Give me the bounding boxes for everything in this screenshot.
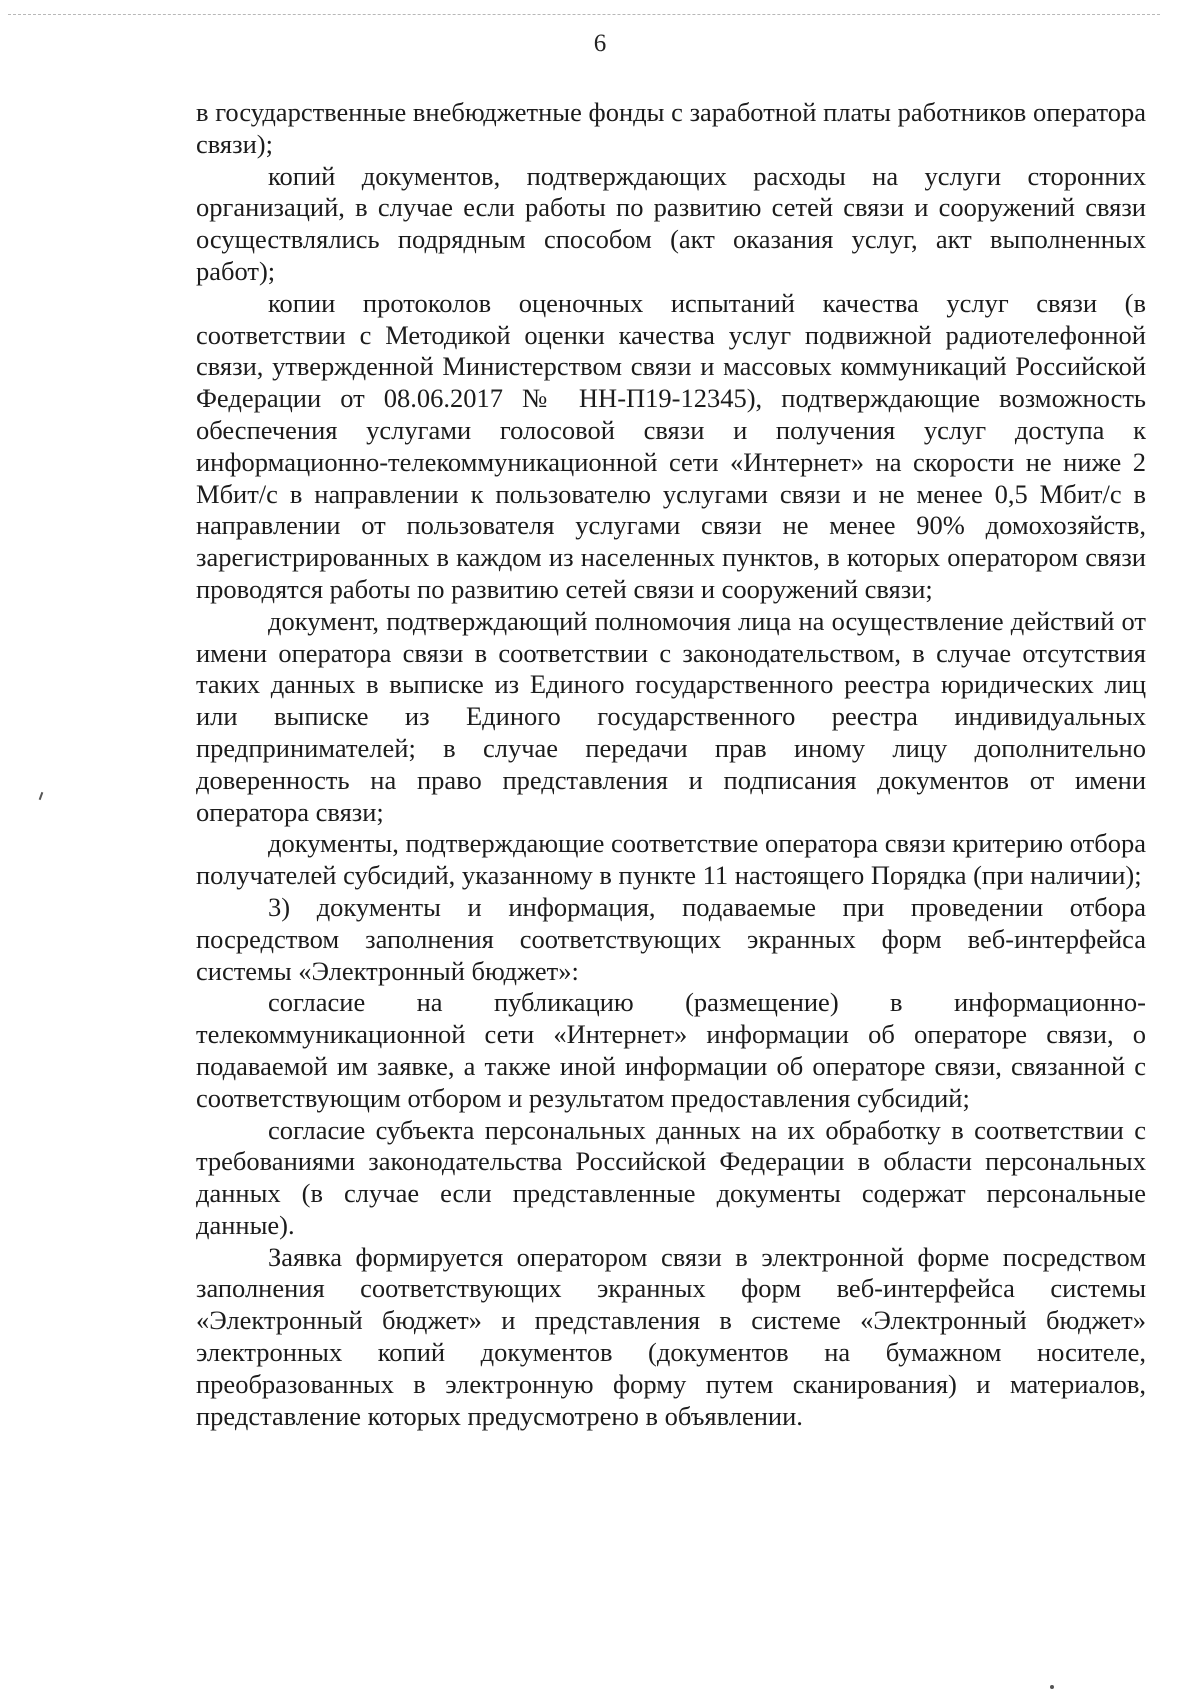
scan-edge-artifact <box>8 14 1160 15</box>
paragraph-criteria-documents: документы, подтверждающие соответствие оператора связи критерию отбора получателей субсидий, указанному в пункте 11 настоящего Порядка (при наличии); <box>196 828 1146 891</box>
scan-speck <box>39 792 44 800</box>
paragraph-application-formation: Заявка формируется оператором связи в электронной форме посредством заполнения соответствующих экранных форм веб-интерфейса системы «Электронный бюджет» и представления в системе «Электронный бюджет» электронных копий документов (документов на бумажном носителе, преобразованных в электронную форму путем сканирования) и материалов, представление которых предусмотрено в объявлении. <box>196 1241 1146 1431</box>
paragraph-personal-data-consent: согласие субъекта персональных данных на их обработку в соответствии с требованиями законодательства Российской Федерации в области персональных данных (в случае если представленные документы содержат персональные данные). <box>196 1114 1146 1240</box>
paragraph-continuation: в государственные внебюджетные фонды с заработной платы работников оператора связи); <box>196 97 1146 159</box>
paragraph-quality-protocols: копии протоколов оценочных испытаний качества услуг связи (в соответствии с Методикой оценки качества услуг подвижной радиотелефонной связи, утвержденной Министерством связи и массовых коммуникаций Российской Федерации от 08.06.2017 № НН-П19-12345), подтверждающие возможность обеспечения услугами голосовой связи и получения услуг доступа к информационно-телекоммуникационной сети «Интернет» на скорости не ниже 2 Мбит/с в направлении к пользователю услугами связи и не менее 0,5 Мбит/с в направлении от пользователя услугами связи не менее 90% домохозяйств, зарегистрированных в каждом из населенных пунктов, в которых оператором связи проводятся работы по развитию сетей связи и сооружений связи; <box>196 287 1146 604</box>
scan-speck <box>1050 1685 1054 1689</box>
document-body <box>196 97 1146 1432</box>
paragraph-contractor-expenses: копий документов, подтверждающих расходы на услуги сторонних организаций, в случае если работы по развитию сетей связи и сооружений связи осуществлялись подрядным способом (акт оказания услуг, акт выполненных работ); <box>196 160 1146 286</box>
paragraph-publication-consent: согласие на публикацию (размещение) в информационно-телекоммуникационной сети «Интернет» информации об операторе связи, о подаваемой им заявке, а также иной информации об операторе связи, связанной с соответствующим отбором и результатом предоставления субсидий; <box>196 987 1146 1113</box>
paragraph-authority-document: документ, подтверждающий полномочия лица на осуществление действий от имени оператора связи в соответствии с законодательством, в случае отсутствия таких данных в выписке из Единого государственного реестра юридических лиц или выписке из Единого государственного реестра индивидуальных предпринимателей; в случае передачи прав иному лицу дополнительно доверенность на право представления и подписания документов от имени оператора связи; <box>196 605 1146 827</box>
page-number: 6 <box>593 30 607 57</box>
paragraph-item-3: 3) документы и информация, подаваемые при проведении отбора посредством заполнения соответствующих экранных форм веб-интерфейса системы «Электронный бюджет»: <box>196 891 1146 986</box>
